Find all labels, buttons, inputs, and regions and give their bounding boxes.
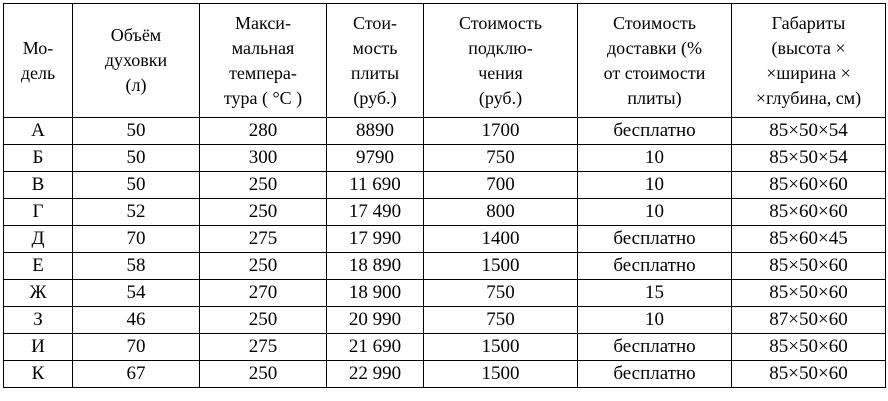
cell-connection-price: 1500 (424, 361, 578, 388)
cell-delivery-price: 10 (578, 199, 732, 226)
header-stove-price: Стои- мость плиты (руб.) (327, 4, 424, 118)
cell-oven-volume: 67 (73, 361, 200, 388)
cell-model: Д (4, 226, 73, 253)
cell-connection-price: 700 (424, 172, 578, 199)
cell-delivery-price: бесплатно (578, 253, 732, 280)
table-header-row (4, 4, 886, 118)
cell-stove-price: 20 990 (327, 307, 424, 334)
cell-model: Е (4, 253, 73, 280)
cell-connection-price: 1500 (424, 334, 578, 361)
cell-connection-price: 1500 (424, 253, 578, 280)
cell-connection-price: 1700 (424, 118, 578, 145)
cell-max-temperature: 275 (200, 334, 327, 361)
cell-delivery-price: 10 (578, 307, 732, 334)
cell-dimensions: 85×50×54 (732, 145, 886, 172)
cell-dimensions: 87×50×60 (732, 307, 886, 334)
table-row (4, 145, 886, 172)
cell-max-temperature: 250 (200, 361, 327, 388)
cell-model: Г (4, 199, 73, 226)
header-delivery-price: Стоимость доставки (% от стоимости плиты) (578, 4, 732, 118)
table-row (4, 307, 886, 334)
cell-delivery-price: 10 (578, 172, 732, 199)
cell-dimensions: 85×50×60 (732, 334, 886, 361)
cell-max-temperature: 250 (200, 199, 327, 226)
cell-oven-volume: 54 (73, 280, 200, 307)
cell-connection-price: 750 (424, 280, 578, 307)
cell-model: В (4, 172, 73, 199)
cell-model: И (4, 334, 73, 361)
header-oven-volume: Объём духовки (л) (73, 4, 200, 118)
cell-max-temperature: 280 (200, 118, 327, 145)
table-row (4, 334, 886, 361)
cell-dimensions: 85×50×54 (732, 118, 886, 145)
cell-connection-price: 750 (424, 307, 578, 334)
cell-delivery-price: бесплатно (578, 361, 732, 388)
cell-oven-volume: 50 (73, 145, 200, 172)
cell-stove-price: 11 690 (327, 172, 424, 199)
cell-connection-price: 1400 (424, 226, 578, 253)
header-max-temperature: Макси- мальная темпера- тура ( °С ) (200, 4, 327, 118)
cell-stove-price: 8890 (327, 118, 424, 145)
cell-dimensions: 85×60×60 (732, 199, 886, 226)
header-model: Мо- дель (4, 4, 73, 118)
table-row (4, 199, 886, 226)
cell-oven-volume: 46 (73, 307, 200, 334)
cell-max-temperature: 270 (200, 280, 327, 307)
cell-model: А (4, 118, 73, 145)
table-row (4, 172, 886, 199)
cell-oven-volume: 50 (73, 172, 200, 199)
table-row (4, 118, 886, 145)
cell-stove-price: 18 890 (327, 253, 424, 280)
cell-oven-volume: 52 (73, 199, 200, 226)
table-row (4, 280, 886, 307)
cell-stove-price: 18 900 (327, 280, 424, 307)
cell-max-temperature: 300 (200, 145, 327, 172)
cell-delivery-price: 15 (578, 280, 732, 307)
header-connection-price: Стоимость подклю- чения (руб.) (424, 4, 578, 118)
cell-dimensions: 85×50×60 (732, 253, 886, 280)
cell-max-temperature: 250 (200, 307, 327, 334)
table-row (4, 361, 886, 388)
cell-dimensions: 85×60×45 (732, 226, 886, 253)
cell-model: З (4, 307, 73, 334)
cell-max-temperature: 250 (200, 253, 327, 280)
cell-stove-price: 17 490 (327, 199, 424, 226)
cell-connection-price: 750 (424, 145, 578, 172)
table-row (4, 253, 886, 280)
cell-delivery-price: 10 (578, 145, 732, 172)
cell-stove-price: 17 990 (327, 226, 424, 253)
cell-oven-volume: 70 (73, 334, 200, 361)
cell-oven-volume: 58 (73, 253, 200, 280)
cell-oven-volume: 70 (73, 226, 200, 253)
cell-delivery-price: бесплатно (578, 334, 732, 361)
cell-dimensions: 85×50×60 (732, 280, 886, 307)
cell-model: Ж (4, 280, 73, 307)
cell-stove-price: 22 990 (327, 361, 424, 388)
cell-oven-volume: 50 (73, 118, 200, 145)
cell-model: К (4, 361, 73, 388)
header-dimensions: Габариты (высота × ×ширина × ×глубина, см) (732, 4, 886, 118)
cell-max-temperature: 250 (200, 172, 327, 199)
cell-delivery-price: бесплатно (578, 118, 732, 145)
cell-stove-price: 9790 (327, 145, 424, 172)
cell-model: Б (4, 145, 73, 172)
cell-delivery-price: бесплатно (578, 226, 732, 253)
cell-max-temperature: 275 (200, 226, 327, 253)
stoves-table (3, 3, 886, 388)
table-row (4, 226, 886, 253)
cell-dimensions: 85×50×60 (732, 361, 886, 388)
cell-dimensions: 85×60×60 (732, 172, 886, 199)
cell-connection-price: 800 (424, 199, 578, 226)
cell-stove-price: 21 690 (327, 334, 424, 361)
